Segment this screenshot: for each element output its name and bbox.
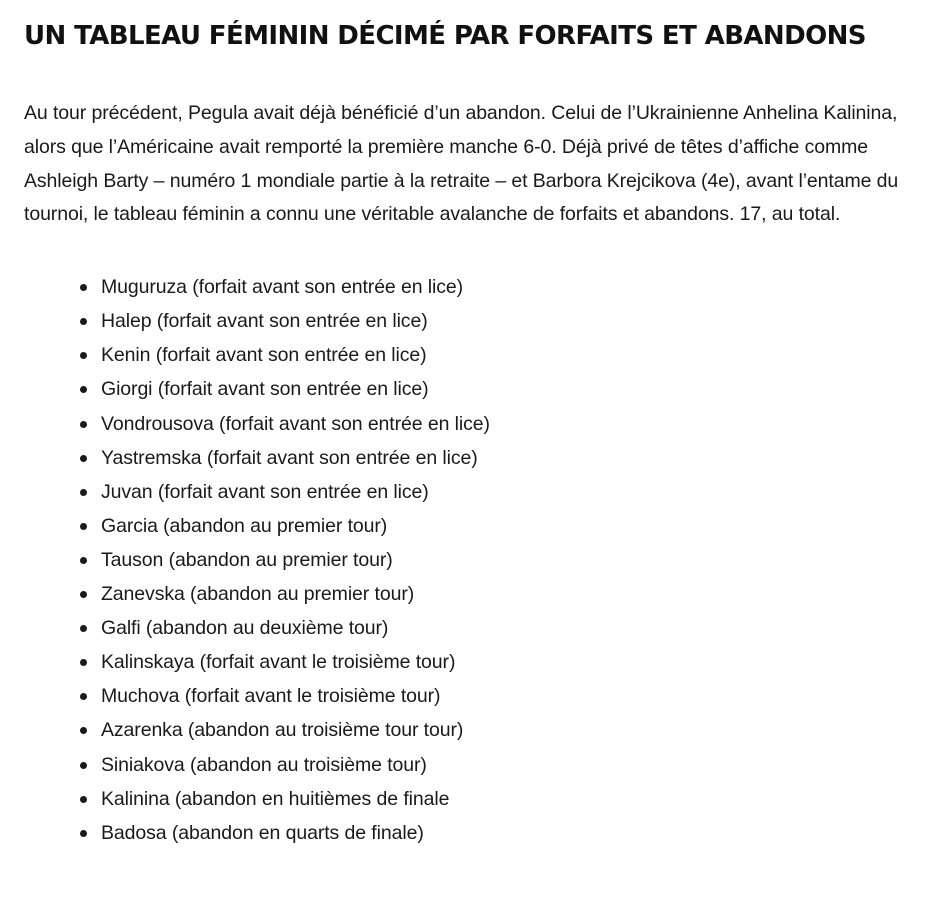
- list-item: [80, 816, 915, 850]
- bullet-icon: [80, 762, 87, 769]
- bullet-icon: [80, 284, 87, 291]
- bullet-icon: [80, 386, 87, 393]
- bullet-icon: [80, 523, 87, 530]
- list-item-text: Kalinskaya (forfait avant le troisième tour): [101, 651, 456, 674]
- list-item: [80, 372, 915, 406]
- list-item-text: Kalinina (abandon en huitièmes de finale: [101, 787, 450, 810]
- list-item-text: Zanevska (abandon au premier tour): [101, 583, 415, 606]
- list-item: [80, 475, 915, 509]
- list-item-text: Badosa (abandon en quarts de finale): [101, 821, 424, 844]
- list-item: [80, 679, 915, 713]
- list-item-text: Garcia (abandon au premier tour): [101, 514, 388, 537]
- list-item-text: Yastremska (forfait avant son entrée en lice): [101, 446, 478, 469]
- list-item-text: Juvan (forfait avant son entrée en lice): [101, 480, 429, 503]
- list-item: [80, 338, 915, 372]
- list-item-text: Kenin (forfait avant son entrée en lice): [101, 344, 427, 367]
- list-item-text: Halep (forfait avant son entrée en lice): [101, 310, 428, 333]
- list-item-text: Azarenka (abandon au troisième tour tour): [101, 719, 464, 742]
- list-item-text: Giorgi (forfait avant son entrée en lice): [101, 378, 429, 401]
- list-item-text: Vondrousova (forfait avant son entrée en lice): [101, 412, 490, 435]
- bullet-icon: [80, 830, 87, 837]
- bullet-icon: [80, 727, 87, 734]
- bullet-icon: [80, 421, 87, 428]
- list-item-text: Muchova (forfait avant le troisième tour): [101, 685, 441, 708]
- list-item: [80, 645, 915, 679]
- article-headline: UN TABLEAU FÉMININ DÉCIMÉ PAR FORFAITS ET ABANDONS: [24, 21, 866, 51]
- list-item: [80, 577, 915, 611]
- list-item: [80, 611, 915, 645]
- withdrawals-list: [24, 270, 915, 850]
- list-item-text: Siniakova (abandon au troisième tour): [101, 753, 427, 776]
- bullet-icon: [80, 693, 87, 700]
- list-item: [80, 270, 915, 304]
- list-item: [80, 509, 915, 543]
- bullet-icon: [80, 489, 87, 496]
- bullet-icon: [80, 591, 87, 598]
- list-item: [80, 748, 915, 782]
- list-item: [80, 543, 915, 577]
- bullet-icon: [80, 625, 87, 632]
- list-item-text: Galfi (abandon au deuxième tour): [101, 617, 389, 640]
- list-item-text: Tauson (abandon au premier tour): [101, 548, 393, 571]
- article-intro-paragraph: Au tour précédent, Pegula avait déjà bénéficié d’un abandon. Celui de l’Ukrainienne Anhelina Kalinina, alors que l’Américaine avait remporté la première manche 6-0. Déjà privé de têtes d’affiche comme Ashleigh Barty – numéro 1 mondiale partie à la retraite – et Barbora Krejcikova (4e), avant l’entame du tournoi, le tableau féminin a connu une véritable avalanche de forfaits et abandons. 17, au total.: [24, 102, 899, 226]
- list-item: [80, 713, 915, 747]
- bullet-icon: [80, 796, 87, 803]
- bullet-icon: [80, 352, 87, 359]
- bullet-icon: [80, 455, 87, 462]
- bullet-icon: [80, 659, 87, 666]
- bullet-icon: [80, 557, 87, 564]
- list-item: [80, 782, 915, 816]
- list-item: [80, 304, 915, 338]
- list-item: [80, 407, 915, 441]
- bullet-icon: [80, 318, 87, 325]
- list-item: [80, 441, 915, 475]
- list-item-text: Muguruza (forfait avant son entrée en lice): [101, 276, 464, 299]
